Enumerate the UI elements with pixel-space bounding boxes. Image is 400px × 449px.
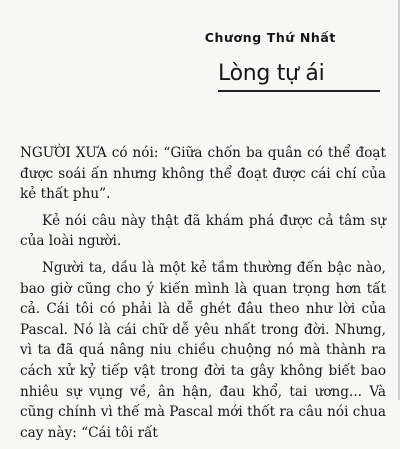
chapter-label: Chương Thứ Nhất [204,30,336,45]
body-text [20,143,386,449]
paragraph-3: Người ta, dầu là một kẻ tầm thường đến bậc nào, bao giờ cũng cho ý kiến mình là quan trọng hơn tất cả. Cái tôi có phải là dễ ghét đâu theo như lời của Pascal. Nó là cái chữ dễ yêu nhất trong đời. Nhưng, vì ta đã quá nâng niu chiều chuộng nó mà thành ra cách xử kỷ tiếp vật trong đời ta gây không biết bao nhiêu sự vụng về, ân hận, đau khổ, tai ương... Và cũng chính vì thế mà Pascal mới thốt ra câu nói chua cay này: “Cái tôi rất [20,259,386,441]
title-underline [218,90,380,92]
paragraph-1: NGƯỜI XƯA có nói: “Giữa chốn ba quân có thể đoạt được soái ấn nhưng không thể đoạt được cái chí của kẻ thất phu”. [20,145,386,203]
chapter-title: Lòng tự ái [218,61,325,86]
paragraph-2: Kẻ nói câu này thật đã khám phá được cả tâm sự của loài người. [20,212,386,250]
